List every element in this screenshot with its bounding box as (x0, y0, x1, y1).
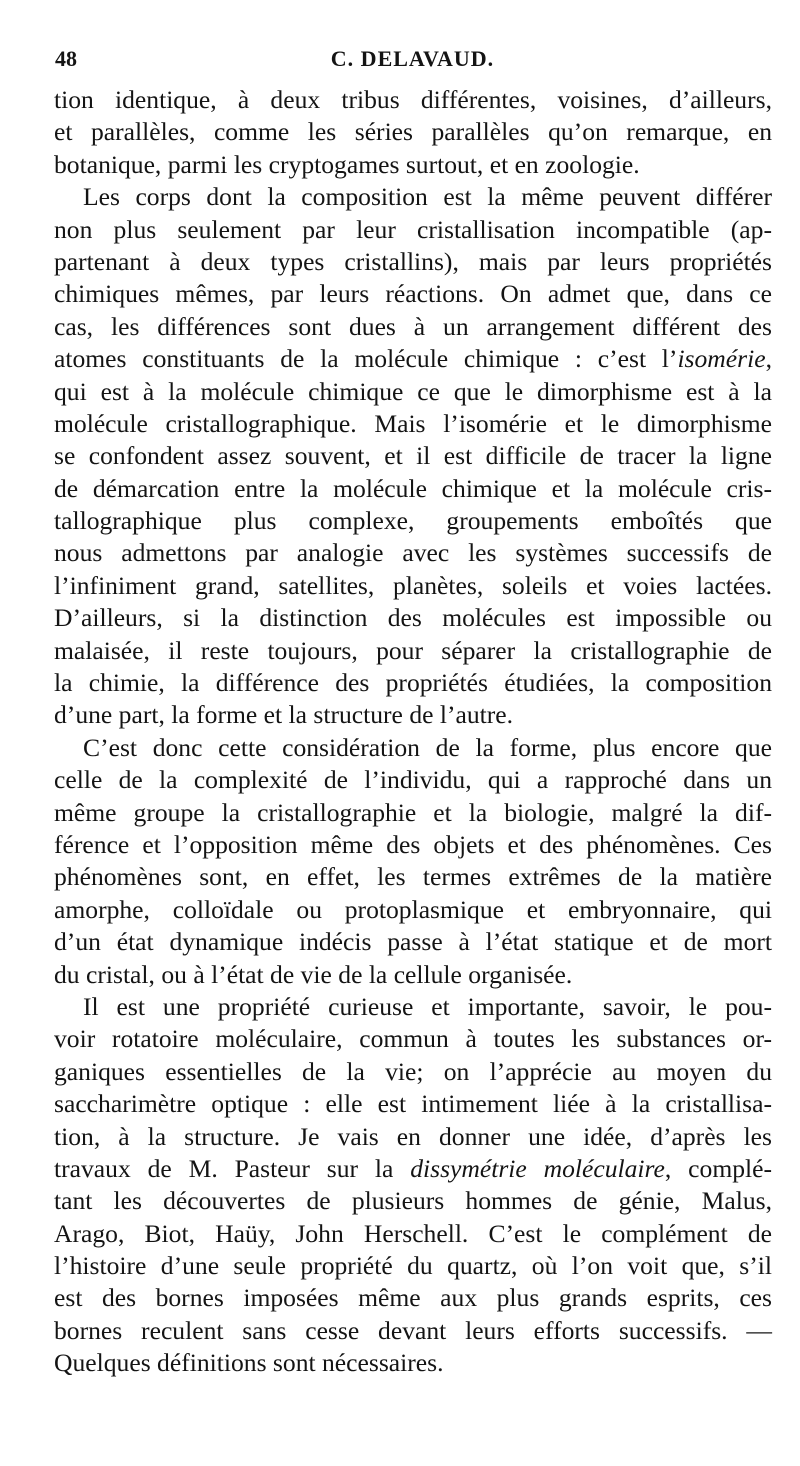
text-line (54, 473, 772, 505)
text-segment: , (765, 344, 772, 374)
text-segment: la chimie, la différence des propriétés étudiées, la composition (54, 668, 772, 698)
text-segment: atomes constituants de la molécule chimique : c’est l’ (54, 344, 678, 374)
text-line (54, 84, 772, 116)
text-segment: de démarcation entre la molécule chimique et la molécule cris- (54, 473, 772, 503)
text-line (54, 959, 772, 991)
text-line (54, 1121, 772, 1153)
text-segment: amorphe, colloïdale ou protoplasmique et embryonnaire, qui (54, 894, 772, 924)
text-line (54, 926, 772, 958)
text-segment: D’ailleurs, si la distinction des molécules est impossible ou (54, 603, 772, 633)
text-segment: férence et l’opposition même des objets et des phénomènes. Ces (54, 829, 772, 859)
text-segment: se confondent assez souvent, et il est difficile de tracer la ligne (54, 441, 772, 471)
text-line (54, 1153, 772, 1185)
text-segment: Arago, Biot, Haüy, John Herschell. C’est le complément de (54, 1218, 772, 1248)
text-line (54, 537, 772, 569)
text-segment: non plus seulement par leur cristallisation incompatible (ap- (54, 214, 772, 244)
paragraph (54, 181, 772, 732)
text-line (54, 1218, 772, 1250)
running-head: C. DELAVAUD. (330, 46, 495, 71)
text-line (54, 214, 772, 246)
text-segment: Quelques définitions sont nécessaires. (54, 1348, 444, 1378)
text-segment: voir rotatoire moléculaire, commun à toutes les substances or- (54, 1024, 772, 1054)
text-line (54, 1250, 772, 1282)
text-line (54, 149, 772, 181)
text-line (54, 408, 772, 440)
text-line (54, 1185, 772, 1217)
body-text (54, 84, 772, 1380)
text-line (54, 343, 772, 375)
text-line (54, 797, 772, 829)
text-line (54, 376, 772, 408)
text-line (54, 602, 772, 634)
text-line (54, 1088, 772, 1120)
page-header (55, 46, 770, 80)
text-line (54, 699, 772, 731)
text-line (54, 278, 772, 310)
text-segment: partenant à deux types cristallins), mais par leurs propriétés (54, 246, 772, 276)
text-segment: chimiques mêmes, par leurs réactions. On admet que, dans ce (54, 279, 772, 309)
text-segment: l’histoire d’une seule propriété du quartz, où l’on voit que, s’il (54, 1251, 772, 1281)
text-line (54, 505, 772, 537)
text-line (54, 732, 772, 764)
text-line (54, 829, 772, 861)
paragraph (54, 991, 772, 1380)
text-segment: molécule cristallographique. Mais l’isomérie et le dimorphisme (54, 408, 772, 438)
text-line (54, 570, 772, 602)
text-segment: même groupe la cristallographie et la biologie, malgré la dif- (54, 797, 772, 827)
text-line (54, 991, 772, 1023)
text-line (54, 1023, 772, 1055)
paragraph (54, 732, 772, 991)
text-line (54, 894, 772, 926)
text-line (54, 1056, 772, 1088)
text-segment: qui est à la molécule chimique ce que le dimorphisme est à la (54, 376, 772, 406)
text-line (54, 1282, 772, 1314)
text-segment: tion, à la structure. Je vais en donner une idée, d’après les (54, 1121, 772, 1151)
text-line (54, 311, 772, 343)
text-segment: est des bornes imposées même aux plus grands esprits, ces (54, 1283, 772, 1313)
text-segment: tant les découvertes de plusieurs hommes de génie, Malus, (54, 1186, 772, 1216)
italic-term: dissymétrie moléculaire (410, 1153, 665, 1183)
text-line (54, 1347, 772, 1379)
text-segment: d’une part, la forme et la structure de l’autre. (54, 700, 514, 730)
text-line (54, 246, 772, 278)
text-line (54, 635, 772, 667)
text-line (54, 861, 772, 893)
text-segment: tallographique plus complexe, groupements emboîtés que (54, 506, 772, 536)
text-segment: du cristal, ou à l’état de vie de la cellule organisée. (54, 959, 573, 989)
text-segment: bornes reculent sans cesse devant leurs efforts successifs. — (54, 1315, 772, 1345)
text-segment: d’un état dynamique indécis passe à l’état statique et de mort (54, 927, 772, 957)
text-line (54, 667, 772, 699)
text-segment: cas, les différences sont dues à un arrangement différent des (54, 311, 772, 341)
text-segment: l’infiniment grand, satellites, planètes, soleils et voies lactées. (54, 570, 772, 600)
text-segment: Il est une propriété curieuse et importante, savoir, le pou- (83, 991, 772, 1021)
paragraph (54, 84, 772, 181)
text-segment: C’est donc cette considération de la forme, plus encore que (83, 732, 772, 762)
text-segment: malaisée, il reste toujours, pour séparer la cristallographie de (54, 635, 772, 665)
text-segment: et parallèles, comme les séries parallèles qu’on remarque, en (54, 117, 772, 147)
italic-term: isomérie (677, 344, 766, 374)
text-segment: botanique, parmi les cryptogames surtout, et en zoologie. (54, 149, 640, 179)
text-segment: phénomènes sont, en effet, les termes extrêmes de la matière (54, 862, 772, 892)
text-segment: ganiques essentielles de la vie; on l’apprécie au moyen du (54, 1056, 772, 1086)
text-segment: celle de la complexité de l’individu, qui a rapproché dans un (54, 765, 772, 795)
text-segment: , complé- (664, 1153, 773, 1183)
text-line (54, 440, 772, 472)
text-segment: tion identique, à deux tribus différentes, voisines, d’ailleurs, (54, 85, 772, 114)
text-line (54, 181, 772, 213)
text-segment: travaux de M. Pasteur sur la (54, 1153, 411, 1183)
text-segment: nous admettons par analogie avec les systèmes successifs de (54, 538, 772, 568)
page-number: 48 (55, 46, 77, 71)
text-segment: Les corps dont la composition est la même peuvent différer (83, 182, 772, 212)
text-line (54, 764, 772, 796)
text-segment: saccharimètre optique : elle est intimement liée à la cristallisa- (54, 1089, 772, 1119)
text-line (54, 1315, 772, 1347)
text-line (54, 116, 772, 148)
